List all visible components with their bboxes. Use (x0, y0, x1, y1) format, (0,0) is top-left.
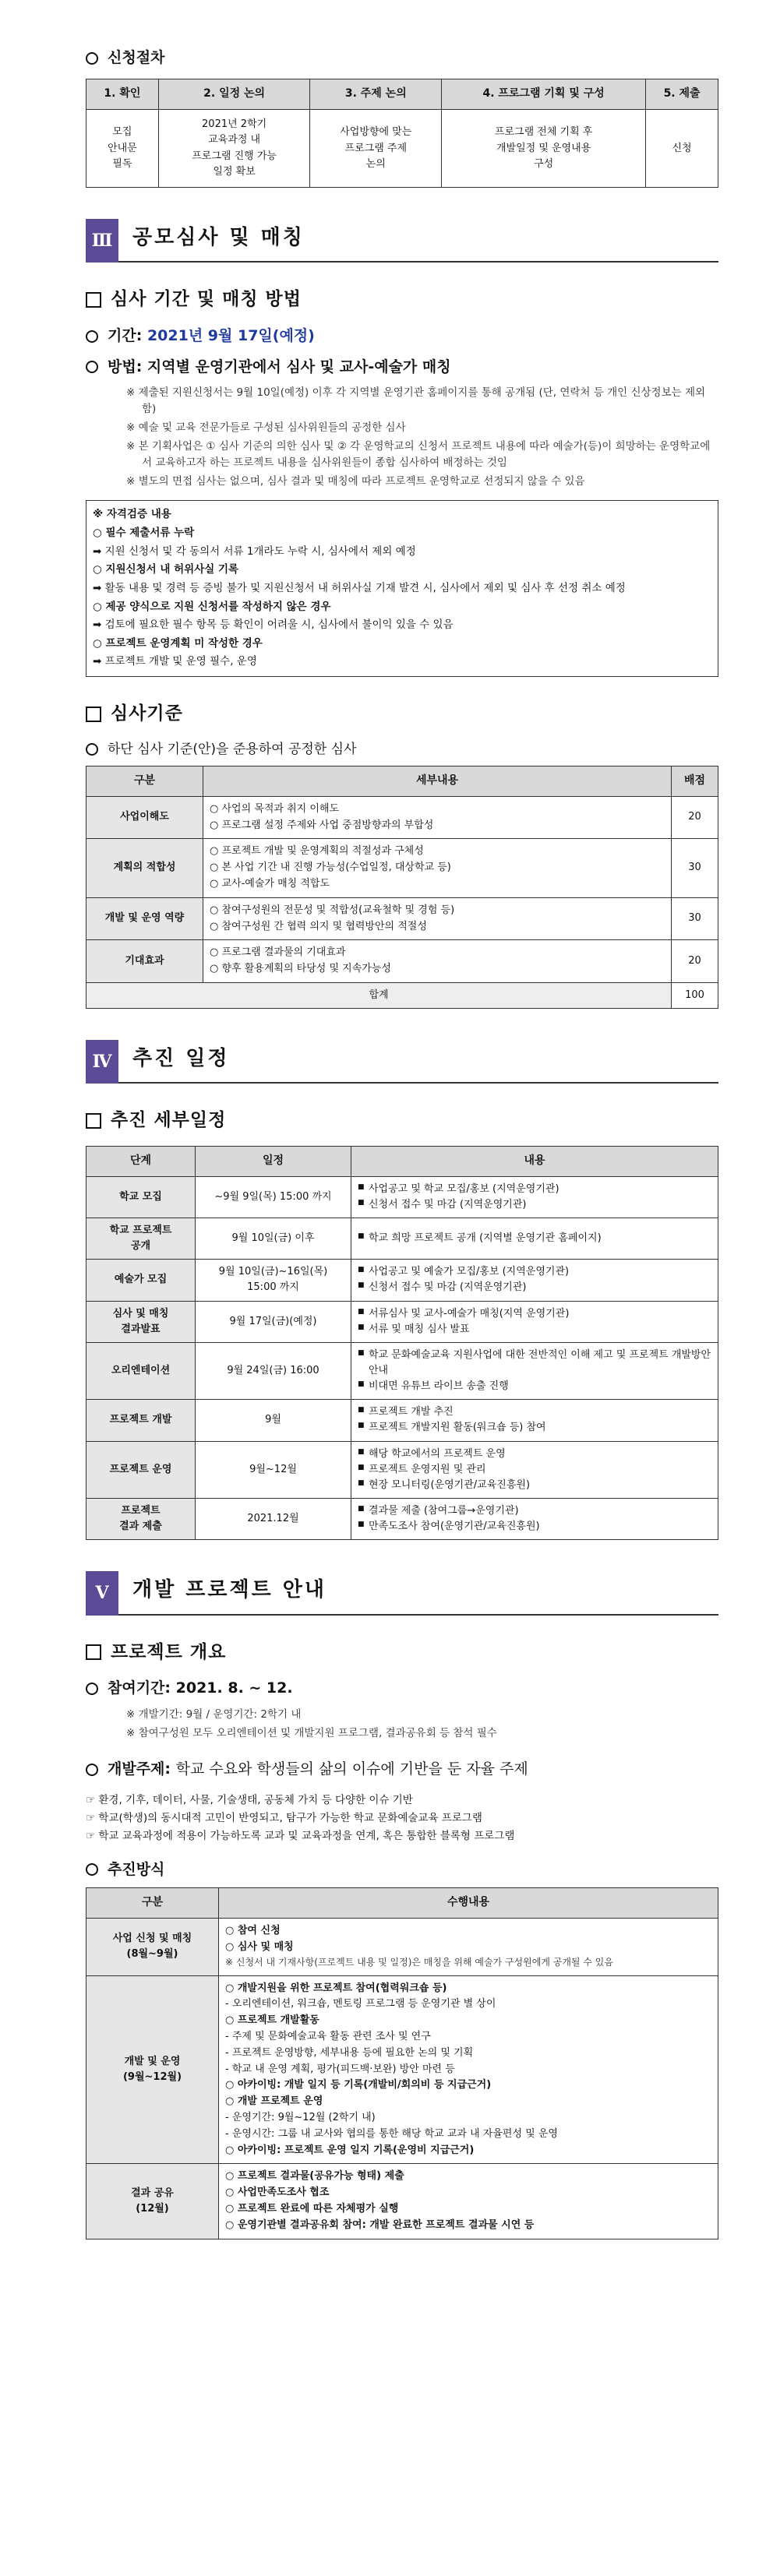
schedule-content (351, 1400, 718, 1441)
qualification-line: ➡ 프로젝트 개발 및 운영 필수, 운영 (93, 655, 257, 668)
circle-bullet-icon (86, 743, 98, 756)
procedure-cell: 프로그램 전체 기획 후 개발일정 및 운영내용 구성 (442, 110, 646, 188)
qualification-line: ○ 필수 제출서류 누락 (93, 527, 195, 540)
criteria-header: 배점 (672, 766, 718, 797)
schedule-list (358, 1503, 711, 1535)
qualification-line: ➡ 활동 내용 및 경력 등 증빙 불가 및 지원신청서 내 허위사실 기재 발견 시, 심사에서 제외 및 심사 후 선정 취소 예정 (93, 581, 626, 594)
circle-bullet-icon: ○ (210, 862, 222, 874)
theme-point: ☞ 학교 교육과정에 적용이 가능하도록 교과 및 교육과정을 연계, 혹은 통합한 블록형 프로그램 (86, 1829, 515, 1842)
qualification-line: ➡ 지원 신청서 및 각 동의서 서류 1개라도 누락 시, 심사에서 제외 예정 (93, 544, 416, 558)
note: ※ 제출된 지원신청서는 9월 10일(예정) 이후 각 지역별 운영기관 홈페이지를 통해 공개됨 (단, 연락처 등 개인 신상정보는 제외함) (126, 386, 706, 415)
criteria-item: ○ 참여구성원의 전문성 및 적합성(교육철학 및 경험 등) (210, 904, 455, 916)
method-heading: 추진방식 (86, 1859, 718, 1881)
circle-bullet-icon: ○ (210, 802, 222, 815)
schedule-header: 일정 (196, 1147, 351, 1177)
method-line: ※ 신청서 내 기재사항(프로젝트 내용 및 일정)은 매칭을 위해 예술가 구성원에게 공개될 수 있음 (225, 1957, 613, 1968)
procedure-cell: 2021년 2학기 교육과정 내 프로그램 진행 가능 일정 확보 (158, 110, 310, 188)
list-item: ■ 비대면 유튜브 라이브 송출 진행 (358, 1379, 711, 1394)
qualification-line: ○ 제공 양식으로 지원 신청서를 작성하지 않은 경우 (93, 600, 331, 613)
circle-bullet-icon: ○ (210, 946, 222, 959)
section-4-header (86, 1040, 718, 1084)
criteria-score: 20 (672, 796, 718, 839)
schedule-date: 9월 24일(금) 16:00 (196, 1342, 351, 1399)
schedule-content (351, 1342, 718, 1399)
review-period: 기간: 2021년 9월 17일(예정) (86, 325, 718, 347)
list-item: ■ 프로젝트 개발지원 활동(워크숍 등) 참여 (358, 1420, 711, 1436)
subsection-heading: 추진 세부일정 (86, 1107, 718, 1135)
criteria-details (203, 839, 672, 897)
procedure-cell: 신청 (646, 110, 718, 188)
method-line: - 운영시간: 그룹 내 교사와 협의를 통한 해당 학교 교과 내 자율편성 및 운영 (225, 2127, 558, 2140)
schedule-date: 9월 (196, 1400, 351, 1441)
procedure-header: 3. 주제 논의 (310, 79, 442, 110)
method-line: ○ 아카이빙: 프로젝트 운영 일지 기록(운영비 지급근거) (225, 2144, 475, 2156)
schedule-stage: 프로젝트 결과 제출 (86, 1498, 196, 1539)
criteria-item: ○ 프로젝트 개발 및 운영계획의 적절성과 구체성 (210, 845, 424, 858)
list-item: ■ 현장 모니터링(운영기관/교육진흥원) (358, 1478, 711, 1493)
table-row (86, 1218, 718, 1259)
table-row (86, 1176, 718, 1218)
circle-bullet-icon (86, 330, 98, 343)
schedule-content (351, 1441, 718, 1498)
list-item: ■ 서류 및 매칭 심사 발표 (358, 1322, 711, 1337)
theme-point: ☞ 환경, 기후, 데이터, 사물, 기술생태, 공동체 가치 등 다양한 이슈 기반 (86, 1793, 413, 1806)
method-line: ○ 개발지원을 위한 프로젝트 참여(협력워크숍 등) (225, 1982, 447, 1994)
list-item: ■ 사업공고 및 학교 모집/홍보 (지역운영기관) (358, 1182, 711, 1197)
schedule-list (358, 1182, 711, 1213)
list-item: ■ 학교 문화예술교육 지원사업에 대한 전반적인 이해 제고 및 프로젝트 개발방안 안내 (358, 1348, 711, 1379)
list-item: ■ 프로젝트 운영지원 및 관리 (358, 1462, 711, 1478)
criteria-table (86, 766, 718, 1009)
section-title: 추진 일정 (118, 1040, 718, 1084)
method-line: ○ 사업만족도조사 협조 (225, 2187, 330, 2199)
apply-procedure-table (86, 79, 718, 188)
table-row (86, 1400, 718, 1441)
section-3-header (86, 219, 718, 263)
criteria-header: 구분 (86, 766, 203, 797)
schedule-list (358, 1264, 711, 1295)
schedule-date: ~9월 9일(목) 15:00 까지 (196, 1176, 351, 1218)
criteria-item: ○ 프로그램 결과물의 기대효과 (210, 946, 346, 959)
procedure-cell: 모집 안내문 필독 (86, 110, 159, 188)
list-item: ■ 사업공고 및 예술가 모집/홍보 (지역운영기관) (358, 1264, 711, 1280)
method-content (219, 1918, 718, 1975)
schedule-date: 2021.12월 (196, 1498, 351, 1539)
method-content (219, 1975, 718, 2164)
method-header: 수행내용 (219, 1888, 718, 1919)
list-item: ■ 해당 학교에서의 프로젝트 운영 (358, 1447, 711, 1462)
qualification-line: ○ 지원신청서 내 허위사실 기록 (93, 563, 239, 576)
note: ※ 예술 및 교육 전문가들로 구성된 심사위원들의 공정한 심사 (126, 421, 406, 434)
method-line: - 운영기간: 9월~12월 (2학기 내) (225, 2111, 376, 2123)
method-category: 개발 및 운영 (9월~12월) (86, 1975, 219, 2164)
square-bullet-icon (86, 707, 101, 722)
schedule-date: 9월 10일(금) 이후 (196, 1218, 351, 1259)
method-line: ○ 심사 및 매칭 (225, 1940, 294, 1953)
criteria-category: 사업이해도 (86, 796, 203, 839)
table-row (86, 2164, 718, 2239)
section-number: Ⅴ (86, 1571, 118, 1615)
method-line: ○ 프로젝트 개발활동 (225, 2014, 319, 2027)
table-row (86, 839, 718, 897)
square-bullet-icon (86, 292, 101, 308)
schedule-date: 9월~12월 (196, 1441, 351, 1498)
list-item: ■ 결과물 제출 (참여그룹→운영기관) (358, 1503, 711, 1519)
method-category: 사업 신청 및 매칭 (8월~9월) (86, 1918, 219, 1975)
square-bullet-icon (86, 1644, 101, 1660)
schedule-list (358, 1447, 711, 1493)
qualification-box (86, 500, 718, 677)
schedule-list (358, 1348, 711, 1394)
schedule-stage: 예술가 모집 (86, 1260, 196, 1301)
schedule-header: 내용 (351, 1147, 718, 1177)
list-item: ■ 만족도조사 참여(운영기관/교육진흥원) (358, 1519, 711, 1535)
qualification-line: ※ 자격검증 내용 (93, 508, 171, 521)
list-item: ■ 신청서 접수 및 마감 (지역운영기관) (358, 1197, 711, 1213)
review-method: 방법: 지역별 운영기관에서 심사 및 교사-예술가 매칭 (86, 356, 718, 379)
subsection-heading: 심사기준 (86, 700, 718, 728)
qualification-line: ➡ 검토에 필요한 필수 항목 등 확인이 어려울 시, 심사에서 불이익 있을 수 있음 (93, 618, 454, 632)
method-line: - 프로젝트 운영방향, 세부내용 등에 필요한 논의 및 기획 (225, 2046, 474, 2059)
note: ※ 별도의 면접 심사는 없으며, 심사 결과 및 매칭에 따라 프로젝트 운영학교로 선정되지 않을 수 있음 (126, 474, 585, 488)
method-line: - 주제 및 문화예술교육 활동 관련 조사 및 연구 (225, 2030, 431, 2042)
note: ※ 본 기획사업은 ① 심사 기준의 의한 심사 및 ② 각 운영학교의 신청서 프로젝트 내용에 따라 예술가(등)이 희망하는 운영학교에서 교육하고자 하는 프로젝트 내용을 심사위원들이 종합 심사하여 배정하는 것임 (126, 439, 711, 469)
note: ※ 참여구성원 모두 오리엔테이션 및 개발지원 프로그램, 결과공유회 등 참석 필수 (126, 1726, 497, 1739)
total-label: 합계 (86, 982, 672, 1008)
criteria-details (203, 796, 672, 839)
method-line: ○ 프로젝트 결과물(공유가능 형태) 제출 (225, 2170, 404, 2183)
table-row (86, 796, 718, 839)
section-number: Ⅲ (86, 219, 118, 263)
criteria-item: ○ 향후 활용계획의 타당성 및 지속가능성 (210, 963, 391, 975)
schedule-date: 9월 10일(금)~16일(목) 15:00 까지 (196, 1260, 351, 1301)
criteria-details (203, 897, 672, 940)
schedule-stage: 프로젝트 운영 (86, 1441, 196, 1498)
subsection-heading: 프로젝트 개요 (86, 1639, 718, 1667)
qualification-line: ○ 프로젝트 운영계획 미 작성한 경우 (93, 636, 263, 650)
schedule-content (351, 1176, 718, 1218)
note: ※ 개발기간: 9월 / 운영기간: 2학기 내 (126, 1707, 302, 1721)
section-title: 개발 프로젝트 안내 (118, 1571, 718, 1615)
circle-bullet-icon: ○ (210, 845, 222, 858)
table-row (86, 897, 718, 940)
criteria-category: 개발 및 운영 역량 (86, 897, 203, 940)
circle-bullet-icon: ○ (210, 877, 222, 890)
schedule-list (358, 1404, 711, 1436)
schedule-content (351, 1218, 718, 1259)
criteria-category: 기대효과 (86, 940, 203, 983)
schedule-stage: 심사 및 매칭 결과발표 (86, 1301, 196, 1342)
section-title: 공모심사 및 매칭 (118, 219, 718, 263)
procedure-header: 1. 확인 (86, 79, 159, 110)
criteria-category: 계획의 적합성 (86, 839, 203, 897)
circle-bullet-icon: ○ (210, 920, 222, 932)
table-row (86, 1301, 718, 1342)
schedule-header: 단계 (86, 1147, 196, 1177)
table-row (86, 1441, 718, 1498)
participation-period: 참여기간: 2021. 8. ~ 12. (86, 1677, 718, 1700)
circle-bullet-icon: ○ (210, 963, 222, 975)
method-line: ○ 프로젝트 완료에 따른 자체평가 실행 (225, 2202, 399, 2215)
schedule-stage: 학교 프로젝트 공개 (86, 1218, 196, 1259)
method-line: - 오리엔테이션, 워크숍, 멘토링 프로그램 등 운영기관 별 상이 (225, 1998, 496, 2010)
section-number: Ⅳ (86, 1040, 118, 1084)
theme-point: ☞ 학교(학생)의 동시대적 고민이 반영되고, 탐구가 가능한 학교 문화예술교육 프로그램 (86, 1811, 482, 1824)
circle-bullet-icon (86, 1863, 98, 1876)
list-item: ■ 학교 희망 프로젝트 공개 (지역별 운영기관 홈페이지) (358, 1231, 711, 1246)
criteria-item: ○ 교사-예술가 매칭 적합도 (210, 877, 330, 890)
schedule-content (351, 1260, 718, 1301)
method-line: ○ 개발 프로젝트 운영 (225, 2095, 323, 2108)
schedule-stage: 프로젝트 개발 (86, 1400, 196, 1441)
schedule-list (358, 1306, 711, 1337)
method-line: ○ 참여 신청 (225, 1924, 281, 1936)
method-table (86, 1887, 718, 2239)
schedule-stage: 오리엔테이션 (86, 1342, 196, 1399)
section-5-header (86, 1571, 718, 1615)
table-row (86, 1498, 718, 1539)
total-score: 100 (672, 982, 718, 1008)
procedure-header: 4. 프로그램 기획 및 구성 (442, 79, 646, 110)
list-item: ■ 프로젝트 개발 추진 (358, 1404, 711, 1420)
criteria-item: ○ 사업의 목적과 취지 이해도 (210, 802, 340, 815)
criteria-item: ○ 참여구성원 간 협력 의지 및 협력방안의 적절성 (210, 920, 427, 932)
table-row (86, 1975, 718, 2164)
criteria-item: ○ 프로그램 설정 주제와 사업 중점방향과의 부합성 (210, 819, 434, 831)
apply-procedure-heading: 신청절차 (86, 47, 718, 69)
circle-bullet-icon (86, 1764, 98, 1776)
schedule-content (351, 1498, 718, 1539)
table-row (86, 1918, 718, 1975)
list-item: ■ 서류심사 및 교사-예술가 매칭(지역 운영기관) (358, 1306, 711, 1322)
circle-bullet-icon (86, 1683, 98, 1695)
method-line: - 학교 내 운영 계획, 평가(피드백·보완) 방안 마련 등 (225, 2063, 455, 2075)
method-header: 구분 (86, 1888, 219, 1919)
criteria-header: 세부내용 (203, 766, 672, 797)
method-line: ○ 운영기관별 결과공유회 참여: 개발 완료한 프로젝트 결과물 시연 등 (225, 2218, 535, 2231)
procedure-header: 5. 제출 (646, 79, 718, 110)
schedule-table (86, 1146, 718, 1540)
table-row (86, 940, 718, 983)
schedule-list (358, 1231, 711, 1246)
criteria-score: 20 (672, 940, 718, 983)
procedure-cell: 사업방향에 맞는 프로그램 주제 논의 (310, 110, 442, 188)
table-row (86, 1260, 718, 1301)
development-theme: 개발주제: 학교 수요와 학생들의 삶의 이슈에 기반을 둔 자율 주제 (86, 1758, 718, 1781)
method-content (219, 2164, 718, 2239)
table-row (86, 1342, 718, 1399)
circle-bullet-icon: ○ (210, 819, 222, 831)
criteria-score: 30 (672, 897, 718, 940)
method-category: 결과 공유 (12월) (86, 2164, 219, 2239)
square-bullet-icon (86, 1113, 101, 1129)
procedure-header: 2. 일정 논의 (158, 79, 310, 110)
schedule-date: 9월 17일(금)(예정) (196, 1301, 351, 1342)
subsection-heading: 심사 기간 및 매칭 방법 (86, 286, 718, 314)
list-item: ■ 신청서 접수 및 마감 (지역운영기관) (358, 1280, 711, 1295)
schedule-stage: 학교 모집 (86, 1176, 196, 1218)
criteria-score: 30 (672, 839, 718, 897)
criteria-item: ○ 본 사업 기간 내 진행 가능성(수업일정, 대상학교 등) (210, 862, 451, 874)
method-line: ○ 아카이빙: 개발 일지 등 기록(개발비/회의비 등 지급근거) (225, 2079, 492, 2091)
criteria-details (203, 940, 672, 983)
circle-bullet-icon (86, 361, 98, 373)
circle-bullet-icon (86, 52, 98, 65)
schedule-content (351, 1301, 718, 1342)
circle-bullet-icon: ○ (210, 904, 222, 916)
criteria-description: 하단 심사 기준(안)을 준용하여 공정한 심사 (86, 739, 718, 759)
